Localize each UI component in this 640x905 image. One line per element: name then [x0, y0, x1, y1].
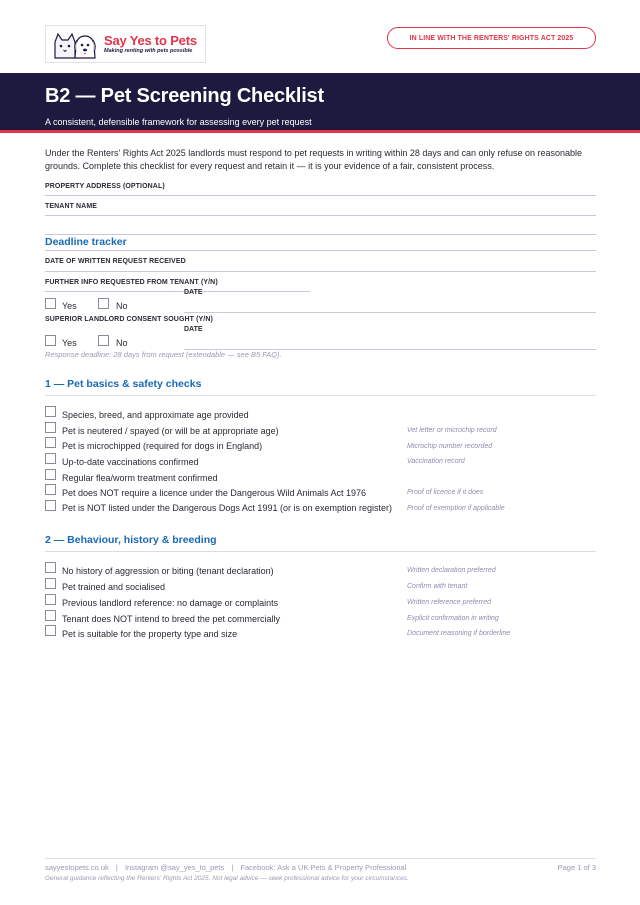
tenant-name-label: TENANT NAME	[45, 203, 98, 210]
section1-heading: 1 — Pet basics & safety checks	[45, 378, 202, 390]
section2-heading: 2 — Behaviour, history & breeding	[45, 534, 217, 546]
evidence-hint: Vet letter or microchip record	[407, 427, 497, 434]
checklist-item-label: Pet does NOT require a licence under the Dangerous Wild Animals Act 1976	[62, 488, 367, 498]
superior-consent-yes-label: Yes	[62, 338, 77, 348]
footer-disclaimer: General guidance reflecting the Renters' Rights Act 2025. Not legal advice — seek professional advice for your circumstances.	[45, 875, 409, 882]
further-info-yes-checkbox[interactable]	[45, 298, 56, 309]
footer-rule	[45, 858, 596, 859]
footer-links	[45, 863, 406, 872]
checklist-checkbox[interactable]	[45, 453, 56, 464]
further-info-no-label: No	[116, 301, 128, 311]
checklist-checkbox[interactable]	[45, 625, 56, 636]
superior-consent-date-label: DATE	[184, 326, 203, 333]
title-banner	[0, 73, 640, 133]
brand-tagline: Making renting with pets possible	[104, 47, 193, 54]
footer-separator: |	[231, 863, 234, 872]
checklist-item-label: Up-to-date vaccinations confirmed	[62, 457, 199, 467]
checklist-checkbox[interactable]	[45, 562, 56, 573]
checklist-checkbox[interactable]	[45, 578, 56, 589]
checklist-item-label: Previous landlord reference: no damage or complaints	[62, 598, 279, 608]
evidence-hint: Document reasoning if borderline	[407, 630, 511, 637]
further-info-date-field[interactable]	[184, 312, 596, 313]
further-info-rule	[45, 291, 310, 292]
date-received-label: DATE OF WRITTEN REQUEST RECEIVED	[45, 258, 186, 265]
evidence-hint: Written reference preferred	[407, 599, 492, 606]
deadline-tracker-heading: Deadline tracker	[45, 236, 127, 248]
evidence-hint: Vaccination record	[407, 458, 465, 465]
checklist-item-label: Pet trained and socialised	[62, 582, 166, 592]
checklist-item-label: Pet is NOT listed under the Dangerous Dogs Act 1991 (or is on exemption register)	[62, 503, 392, 513]
checklist-checkbox[interactable]	[45, 422, 56, 433]
checklist-checkbox[interactable]	[45, 484, 56, 495]
checklist-item-label: Pet is microchipped (required for dogs in England)	[62, 441, 263, 451]
footer-separator: |	[115, 863, 118, 872]
superior-consent-yes-checkbox[interactable]	[45, 335, 56, 346]
evidence-hint: Written declaration preferred	[407, 567, 496, 574]
footer-instagram-link[interactable]: Instagram @say_yes_to_pets	[124, 863, 225, 872]
response-deadline-note: Response deadline: 28 days from request (extendable — see B5 FAQ).	[45, 350, 282, 359]
brand-logo[interactable]	[45, 25, 206, 63]
page-subtitle: A consistent, defensible framework for assessing every pet request	[45, 117, 312, 127]
checklist-item-label: Pet is suitable for the property type and size	[62, 629, 238, 639]
page-number: Page 1 of 3	[557, 863, 596, 872]
evidence-hint: Proof of exemption if applicable	[407, 505, 505, 512]
checklist-item-label: Regular flea/worm treatment confirmed	[62, 473, 218, 483]
further-info-no-checkbox[interactable]	[98, 298, 109, 309]
checklist-item-label: No history of aggression or biting (tenant declaration)	[62, 566, 274, 576]
top-bar	[0, 0, 640, 72]
checklist-item-label: Species, breed, and approximate age provided	[62, 410, 249, 420]
evidence-hint: Confirm with tenant	[407, 583, 468, 590]
property-address-field[interactable]	[45, 195, 596, 196]
tenant-name-field[interactable]	[45, 215, 596, 216]
checklist-checkbox[interactable]	[45, 437, 56, 448]
checklist-checkbox[interactable]	[45, 469, 56, 480]
cat-and-dog-icon	[46, 26, 104, 62]
compliance-badge: IN LINE WITH THE RENTERS' RIGHTS ACT 2025	[387, 27, 596, 49]
property-address-label: PROPERTY ADDRESS (OPTIONAL)	[45, 183, 165, 190]
evidence-hint: Explicit confirmation in writing	[407, 615, 499, 622]
further-info-yes-label: Yes	[62, 301, 77, 311]
section2-rule	[45, 551, 596, 552]
footer-facebook-link[interactable]: Facebook: Ask a UK Pets & Property Professional	[240, 863, 407, 872]
date-received-field[interactable]	[45, 271, 596, 272]
checklist-item-label: Tenant does NOT intend to breed the pet commercially	[62, 614, 280, 624]
footer-website-link[interactable]: sayyestopets.co.uk	[45, 863, 109, 872]
checklist-checkbox[interactable]	[45, 610, 56, 621]
brand-name: Say Yes to Pets	[104, 32, 197, 48]
checklist-checkbox[interactable]	[45, 406, 56, 417]
page-title: B2 — Pet Screening Checklist	[45, 85, 324, 107]
checklist-item-label: Pet is neutered / spayed (or will be at appropriate age)	[62, 426, 279, 436]
evidence-hint: Microchip number recorded	[407, 443, 493, 450]
checklist-checkbox[interactable]	[45, 500, 56, 511]
further-info-date-label: DATE	[184, 289, 203, 296]
section1-rule	[45, 395, 596, 396]
superior-consent-no-checkbox[interactable]	[98, 335, 109, 346]
superior-consent-no-label: No	[116, 338, 128, 348]
checklist-checkbox[interactable]	[45, 594, 56, 605]
superior-consent-label: SUPERIOR LANDLORD CONSENT SOUGHT (Y/N)	[45, 316, 213, 323]
deadline-top-rule	[45, 234, 596, 235]
intro-paragraph: Under the Renters' Rights Act 2025 landlords must respond to pet requests in writing within 28 days and can only refuse on reasonable grounds. Complete this checklist for every request and retain it — it is your evidence of a fair, consistent process.	[45, 148, 583, 171]
deadline-heading-rule	[45, 250, 596, 251]
further-info-label: FURTHER INFO REQUESTED FROM TENANT (Y/N)	[45, 279, 218, 286]
evidence-hint: Proof of licence if it does	[407, 489, 484, 496]
